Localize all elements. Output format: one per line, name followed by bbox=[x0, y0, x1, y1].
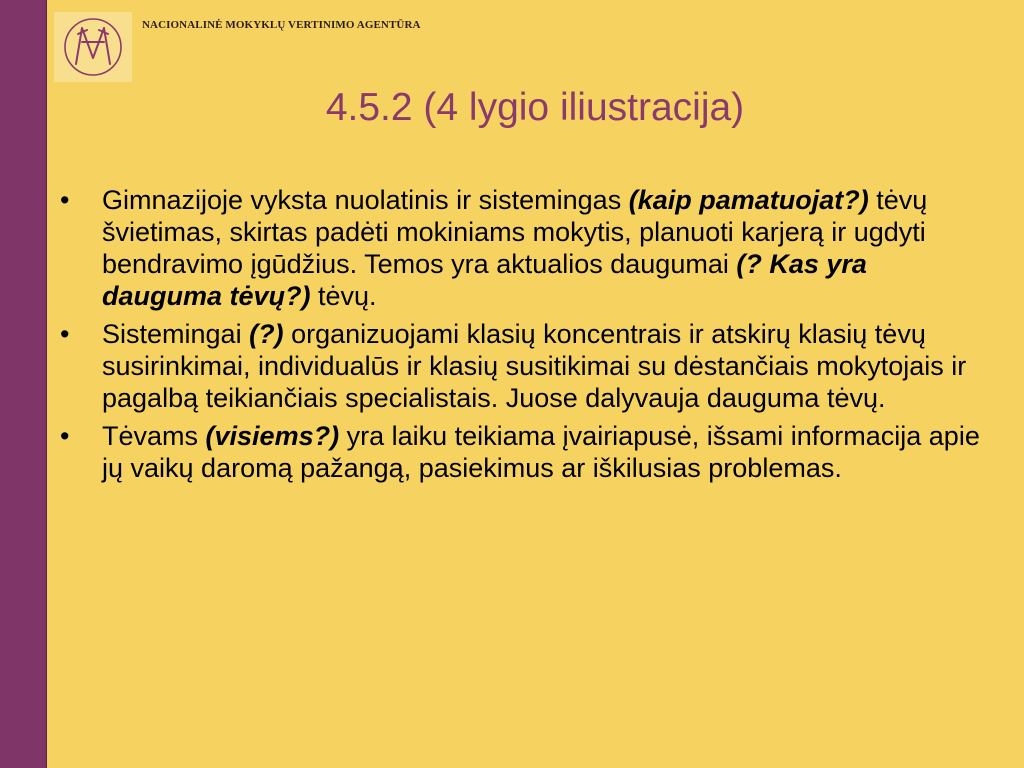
bullet-note: (visiems?) bbox=[205, 421, 340, 451]
bullet-note: (kaip pamatuojat?) bbox=[628, 185, 869, 215]
bullet-note: (?) bbox=[249, 319, 284, 349]
bullet-text: tėvų švietimas, skirtas padėti mokiniams mokytis, planuoti karjerą ir ugdyti bendravimo įgūdžius. Temos yra aktualios daugumai bbox=[102, 185, 928, 279]
bullet-text: tėvų. bbox=[310, 281, 377, 311]
bullet-text: organizuojami klasių koncentrais ir atskirų klasių tėvų susirinkimai, individualūs ir klasių susitikimai su dėstančiais mokytojais ir pagalbą teikiančiais specialistais. Juose dalyvauja dauguma tėvų. bbox=[102, 319, 967, 413]
bullet-text: yra laiku teikiama įvairiapusė, išsami informacija apie jų vaikų daromą pažangą, pasiekimus ar iškilusias problemas. bbox=[102, 421, 980, 483]
bullet-list bbox=[60, 184, 980, 490]
bullet-note: (? Kas yra dauguma tėvų?) bbox=[102, 249, 867, 311]
bullet-item bbox=[60, 420, 980, 484]
bullet-text: Sistemingai bbox=[102, 319, 250, 349]
agency-logo bbox=[54, 12, 132, 82]
bullet-text: Gimnazijoje vyksta nuolatinis ir sistemingas bbox=[102, 185, 629, 215]
na-monogram-icon bbox=[54, 12, 132, 82]
agency-name: NACIONALINĖ MOKYKLŲ VERTINIMO AGENTŪRA bbox=[142, 19, 421, 31]
bullet-item bbox=[60, 184, 980, 312]
slide-title: 4.5.2 (4 lygio iliustracija) bbox=[325, 86, 745, 129]
side-bar bbox=[0, 0, 47, 768]
bullet-item bbox=[60, 318, 980, 414]
bullet-text: Tėvams bbox=[102, 421, 206, 451]
